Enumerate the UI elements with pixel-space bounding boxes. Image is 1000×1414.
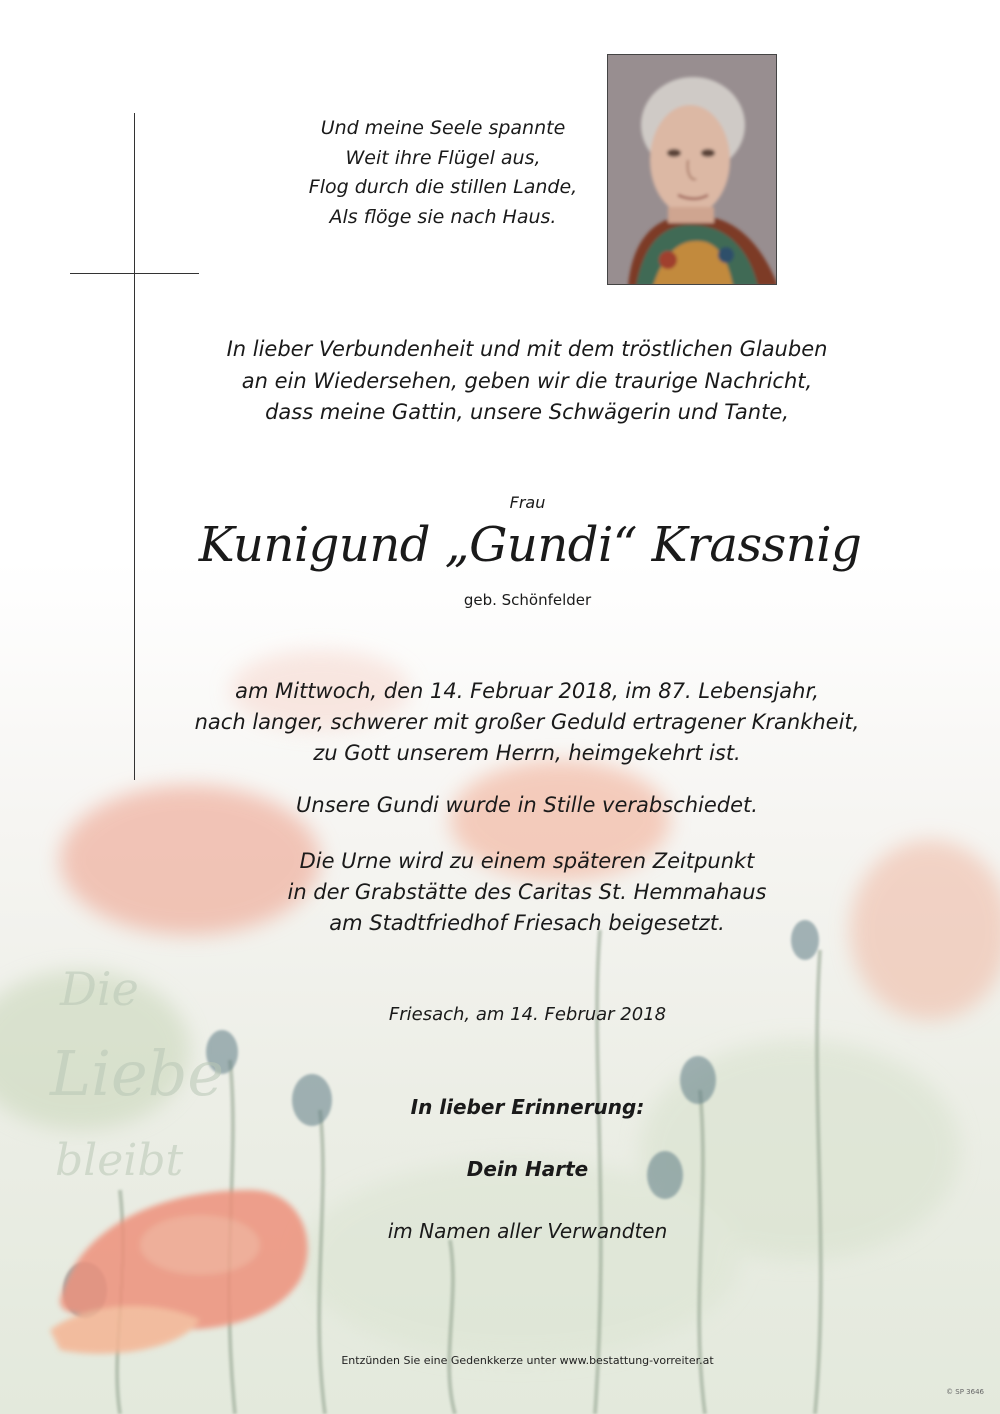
death-notice-line: am Mittwoch, den 14. Februar 2018, im 87. Lebensjahr, [235, 679, 819, 703]
poem-line: Und meine Seele spannte [320, 117, 566, 139]
footer-candle-link-text: Entzünden Sie eine Gedenkkerze unter www.bestattung-vorreiter.at [341, 1354, 714, 1367]
poem-line: Weit ihre Flügel aus, [345, 146, 541, 169]
urn-notice [100, 846, 954, 939]
poem-line: Flog durch die stillen Lande, [308, 176, 578, 198]
signer-name: Dein Harte [466, 1157, 589, 1181]
salutation: Frau [509, 493, 546, 512]
watermark-line: Die [60, 962, 139, 1016]
poem [283, 114, 603, 232]
portrait-photo [607, 54, 777, 285]
urn-notice-line: Die Urne wird zu einem späteren Zeitpunkt [299, 849, 755, 873]
intro-line: an ein Wiedersehen, geben wir die traurige Nachricht, [241, 368, 813, 393]
urn-notice-line: in der Grabstätte des Caritas St. Hemmahaus [287, 880, 767, 904]
poem-line: Als flöge sie nach Haus. [329, 205, 557, 228]
urn-notice-line: am Stadtfriedhof Friesach beigesetzt. [329, 911, 725, 935]
memory-heading: In lieber Erinnerung: [410, 1095, 645, 1119]
relatives-text: im Namen aller Verwandten [387, 1219, 668, 1243]
death-notice-line: nach langer, schwerer mit großer Geduld ertragener Krankheit, [194, 710, 860, 734]
birth-name: geb. Schönfelder [463, 591, 592, 609]
intro-line: dass meine Gattin, unsere Schwägerin und Tante, [265, 400, 789, 424]
deceased-name: Kunigund „Gundi“ Krassnig [198, 517, 862, 573]
watermark-line: bleibt [55, 1135, 184, 1186]
watermark-line: Liebe [50, 1037, 225, 1110]
intro-line: In lieber Verbundenheit und mit dem tröstlichen Glauben [226, 337, 828, 361]
farewell-text: Unsere Gundi wurde in Stille verabschiedet. [296, 793, 758, 817]
place-date: Friesach, am 14. Februar 2018 [388, 1004, 667, 1025]
cross-horizontal-bar [70, 273, 199, 274]
product-code: © SP 3646 [946, 1388, 984, 1396]
death-notice-line: zu Gott unserem Herrn, heimgekehrt ist. [313, 741, 741, 765]
death-notice [100, 676, 954, 769]
intro-text [150, 334, 904, 429]
